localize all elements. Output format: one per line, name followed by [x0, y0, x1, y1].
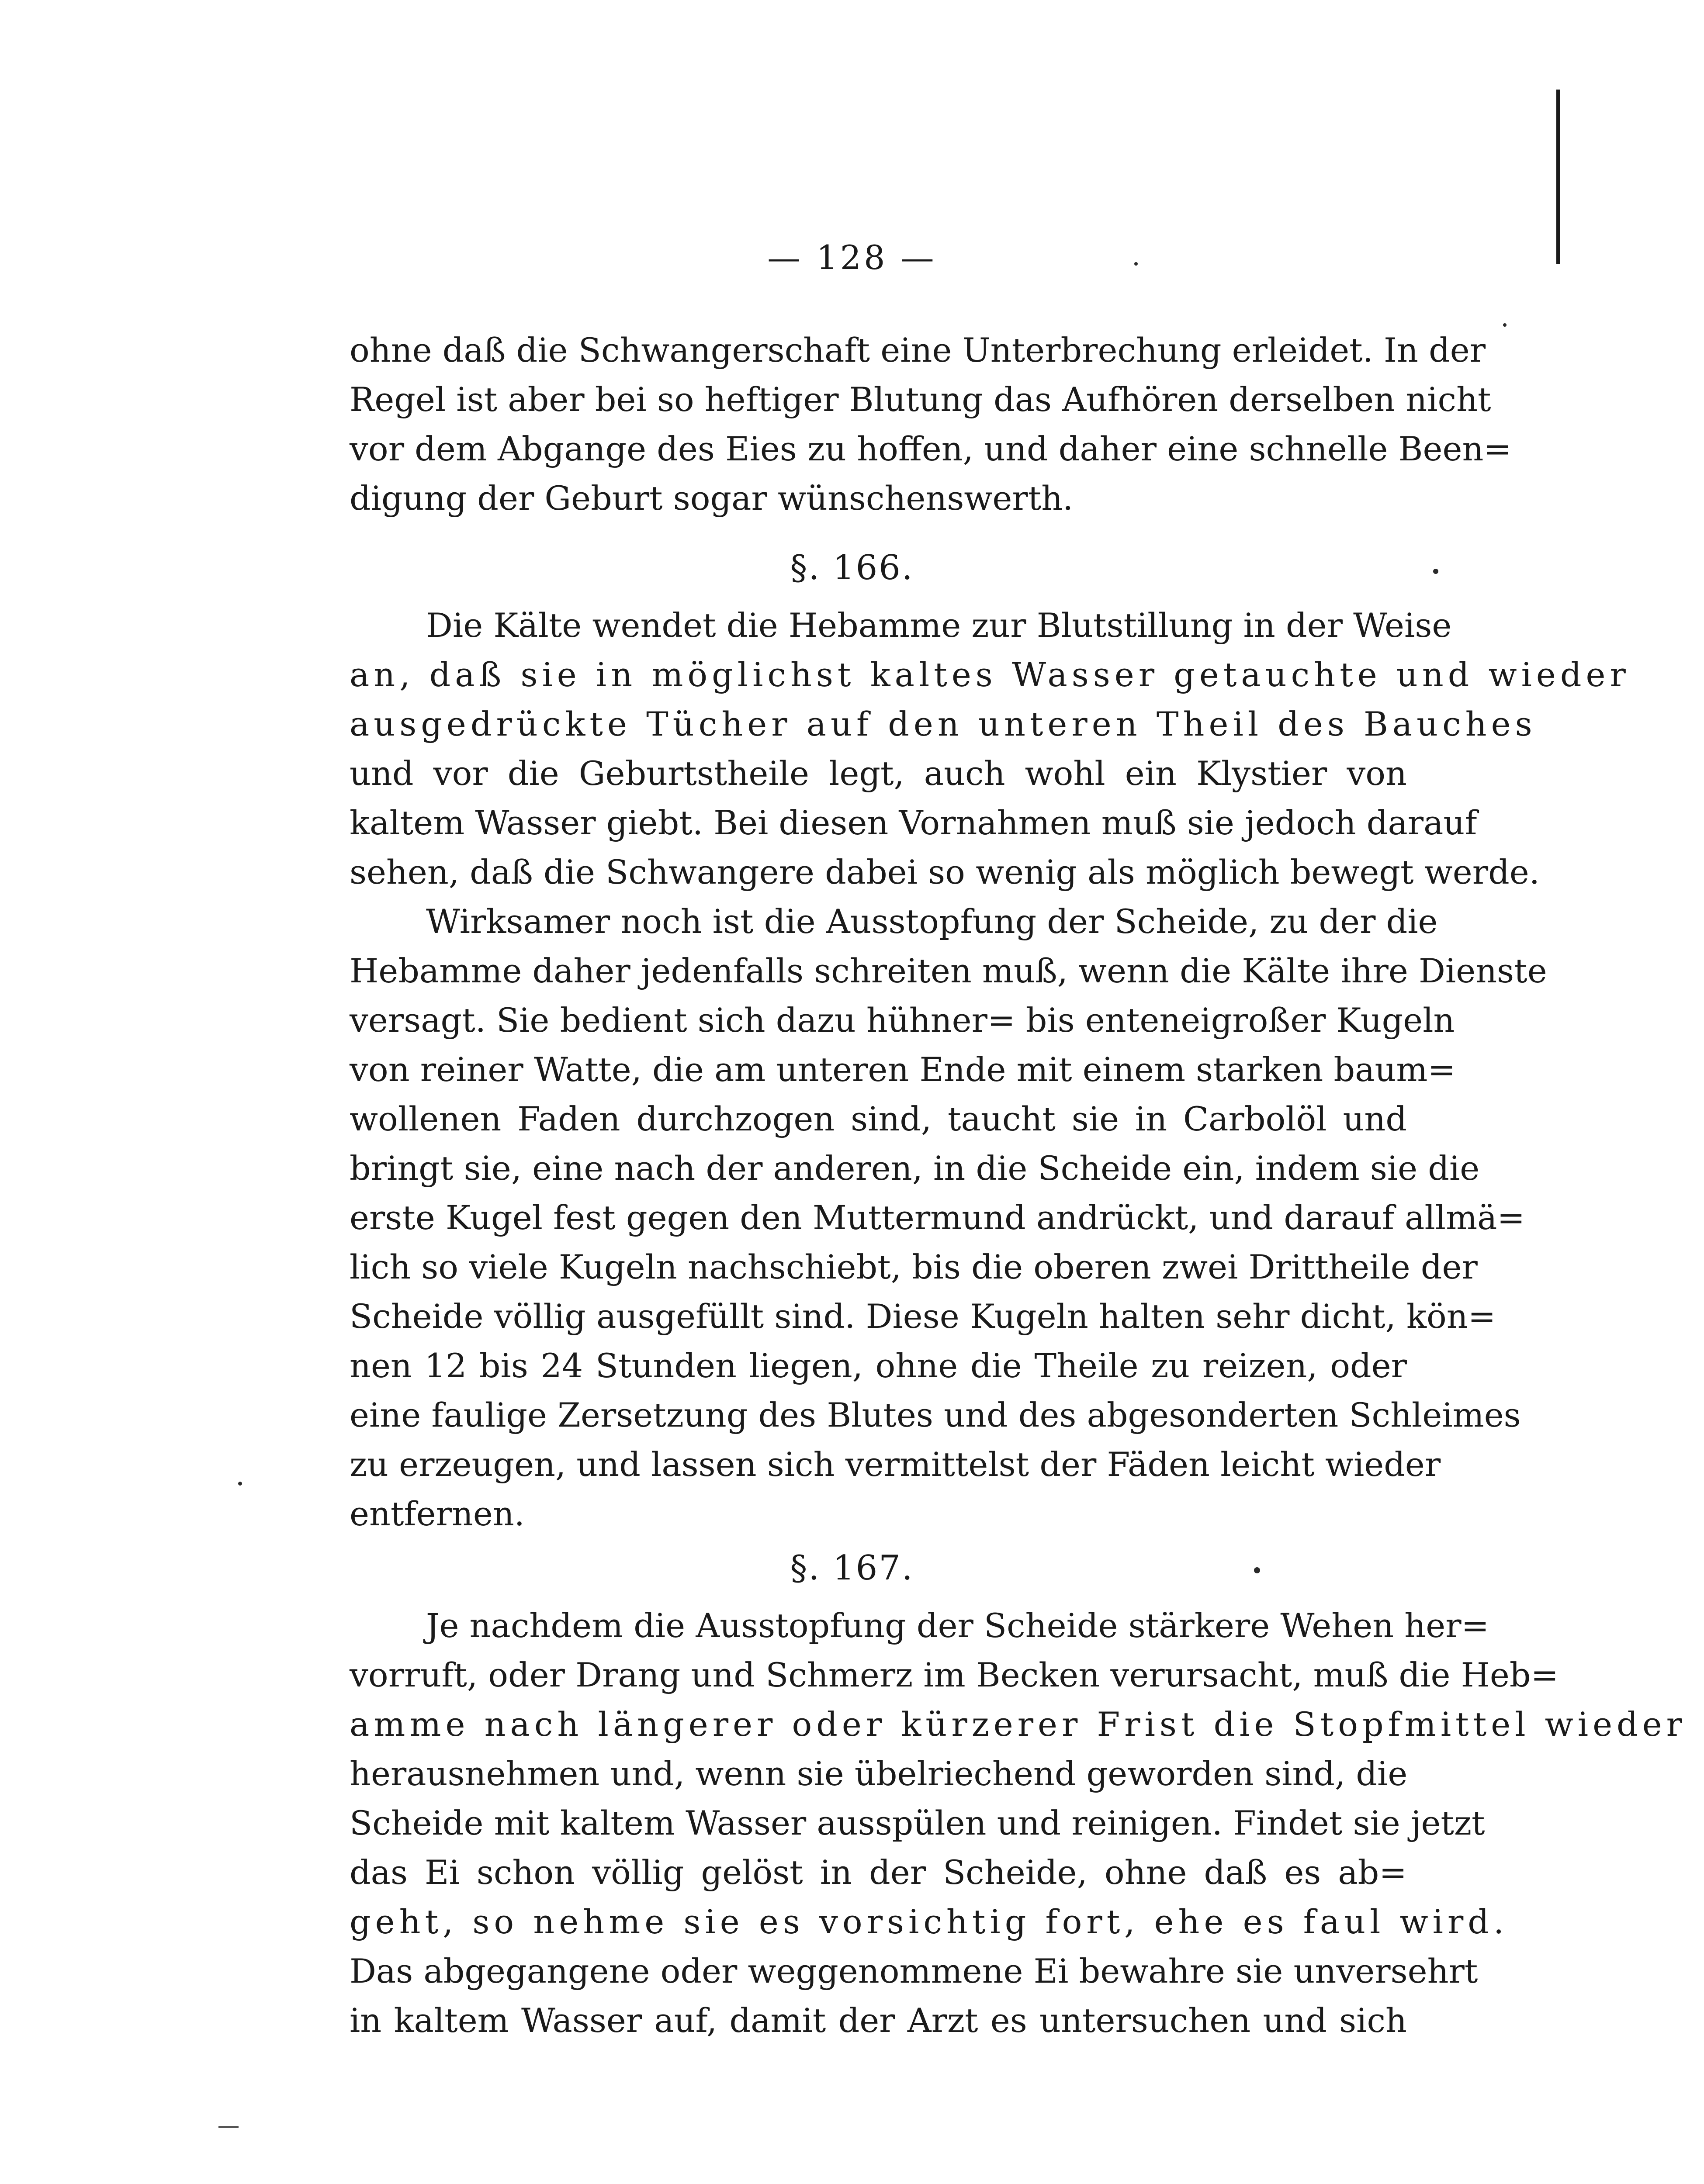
text-line: und vor die Geburtstheile legt, auch wohl ein Klystier von [350, 754, 1407, 793]
text-line: Regel ist aber bei so heftiger Blutung das Aufhören derselben nicht [350, 380, 1491, 419]
text-line: geht, so nehme sie es vorsichtig fort, ehe es faul wird. [350, 1902, 1509, 1941]
print-speck [1134, 262, 1138, 266]
text-line: Je nachdem die Ausstopfung der Scheide stärkere Wehen her= [426, 1606, 1489, 1645]
text-line: an, daß sie in möglichst kaltes Wasser getauchte und wieder [350, 655, 1630, 694]
text-line: versagt. Sie bedient sich dazu hühner= bis enteneigroßer Kugeln [350, 1001, 1455, 1040]
section-167-paragraph-1 [350, 1601, 1687, 2045]
text-line: vor dem Abgange des Eies zu hoffen, und daher eine schnelle Been= [350, 429, 1512, 468]
print-speck [1433, 569, 1438, 574]
text-line: sehen, daß die Schwangere dabei so wenig als möglich bewegt werde. [350, 853, 1540, 892]
text-line: ohne daß die Schwangerschaft eine Unterbrechung erleidet. In der [350, 331, 1486, 370]
text-line: Scheide mit kaltem Wasser ausspülen und reinigen. Findet sie jetzt [350, 1804, 1485, 1842]
section-166-paragraph-2 [350, 897, 1547, 1538]
text-line: kaltem Wasser giebt. Bei diesen Vornahmen muß sie jedoch darauf [350, 803, 1477, 842]
section-heading-167: §. 167. [790, 1548, 914, 1588]
text-line: Wirksamer noch ist die Ausstopfung der Scheide, zu der die [426, 902, 1438, 941]
text-line: bringt sie, eine nach der anderen, in die Scheide ein, indem sie die [350, 1149, 1480, 1188]
text-line: eine faulige Zersetzung des Blutes und des abgesonderten Schleimes [350, 1396, 1521, 1434]
text-line: vorruft, oder Drang und Schmerz im Becken verursacht, muß die Heb= [350, 1655, 1559, 1694]
text-line: von reiner Watte, die am unteren Ende mit einem starken baum= [350, 1050, 1456, 1089]
text-line: wollenen Faden durchzogen sind, taucht sie in Carbolöl und [350, 1099, 1407, 1138]
text-line: nen 12 bis 24 Stunden liegen, ohne die Theile zu reizen, oder [350, 1346, 1407, 1385]
print-dash [218, 2126, 239, 2128]
print-speck [1503, 323, 1507, 327]
print-speck [1254, 1567, 1260, 1573]
text-line: Die Kälte wendet die Hebamme zur Blutstillung in der Weise [426, 606, 1452, 645]
text-line: erste Kugel fest gegen den Muttermund andrückt, und darauf allmä= [350, 1198, 1525, 1237]
text-line: zu erzeugen, und lassen sich vermittelst der Fäden leicht wieder [350, 1445, 1441, 1484]
text-line: digung der Geburt sogar wünschenswerth. [350, 479, 1074, 518]
text-line: ausgedrückte Tücher auf den unteren Theil des Bauches [350, 705, 1537, 743]
text-line: Das abgegangene oder weggenommene Ei bewahre sie unversehrt [350, 1952, 1478, 1990]
text-line: das Ei schon völlig gelöst in der Scheide, ohne daß es ab= [350, 1853, 1407, 1892]
text-line: Hebamme daher jedenfalls schreiten muß, wenn die Kälte ihre Dienste [350, 951, 1547, 990]
paragraph-intro [350, 325, 1512, 523]
section-166-paragraph-1 [350, 601, 1630, 897]
text-line: Scheide völlig ausgefüllt sind. Diese Kugeln halten sehr dicht, kön= [350, 1297, 1496, 1336]
section-heading-166: §. 166. [790, 548, 914, 587]
text-line: lich so viele Kugeln nachschiebt, bis die oberen zwei Drittheile der [350, 1248, 1478, 1286]
text-line: amme nach längerer oder kürzerer Frist die Stopfmittel wieder [350, 1705, 1687, 1744]
print-speck [238, 1482, 242, 1486]
text-line: entfernen. [350, 1494, 525, 1533]
page-number: — 128 — [767, 238, 937, 277]
text-line: herausnehmen und, wenn sie übelriechend geworden sind, die [350, 1754, 1408, 1793]
text-line: in kaltem Wasser auf, damit der Arzt es untersuchen und sich [350, 2001, 1407, 2040]
